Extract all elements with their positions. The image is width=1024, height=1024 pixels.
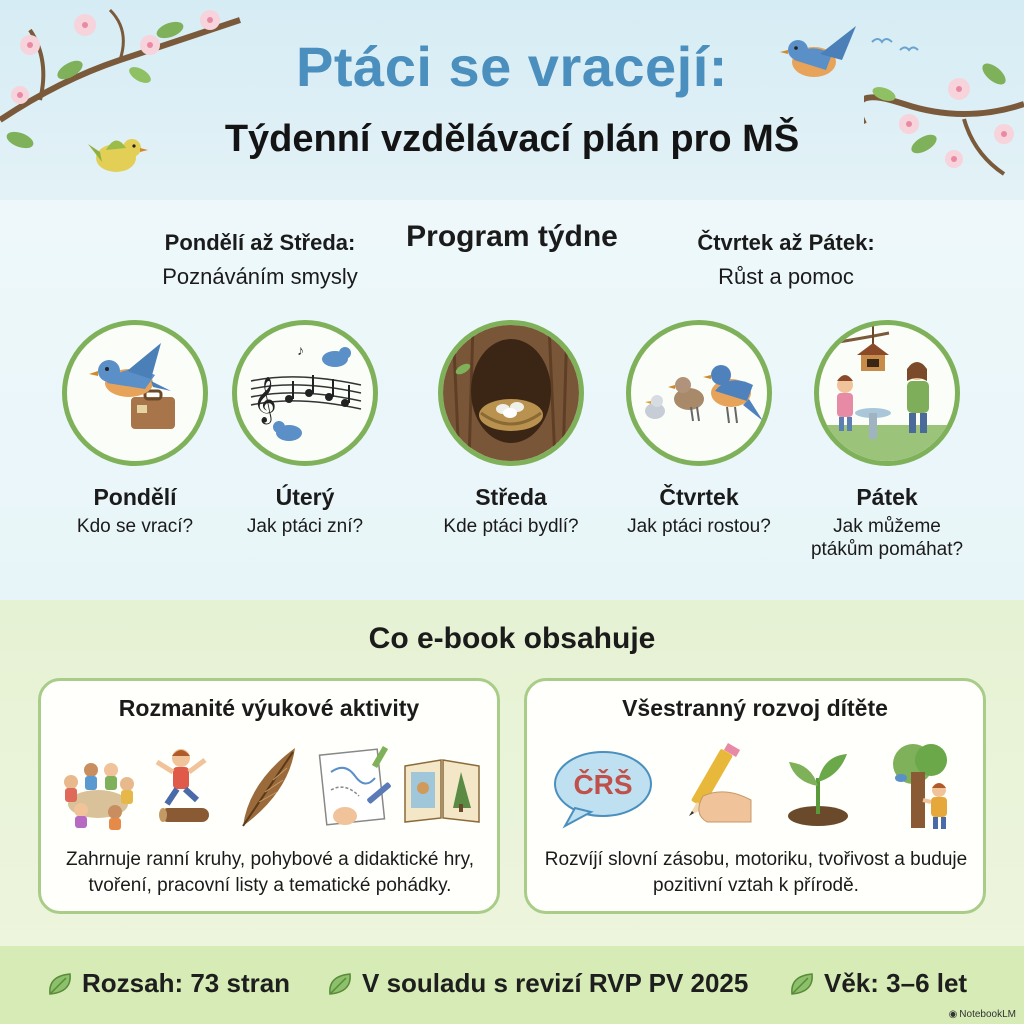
page-title: Ptáci se vracejí: (296, 35, 728, 98)
footer (0, 946, 1024, 1024)
day-tuesday (210, 320, 400, 538)
day-friday (792, 320, 982, 561)
day-name: Úterý (275, 484, 335, 510)
day-name: Pátek (856, 484, 918, 510)
ebook-title: Co e-book obsahuje (368, 622, 656, 655)
svg-text:♪: ♪ (297, 342, 304, 358)
brand-icon: ◉ (948, 1009, 958, 1020)
card-title: Všestranný rozvoj dítěte (622, 695, 888, 721)
hand-pencil-icon (675, 742, 757, 832)
day-question: Jak můžeme ptákům pomáhat? (810, 516, 964, 560)
children-circle-icon (57, 742, 139, 832)
feather-icon (229, 742, 311, 832)
storybook-icon (401, 742, 483, 832)
bird-suitcase-icon (67, 325, 203, 461)
range-thu-fri (636, 230, 936, 290)
program-title: Program týdne (406, 220, 618, 253)
day-question: Kdo se vrací? (76, 516, 194, 537)
day-name: Středa (475, 484, 547, 510)
leaf-icon (326, 970, 354, 998)
range-title: Pondělí až Středa: (164, 230, 356, 255)
card-text: Zahrnuje ranní kruhy, pohybové a didaktické hry, tvoření, pracovní listy a tematické pohádky. (65, 849, 475, 896)
range-title: Čtvrtek až Pátek: (697, 230, 875, 255)
footer-item-pages: Rozsah: 73 stran (46, 968, 290, 999)
svg-text:𝄞: 𝄞 (253, 377, 277, 423)
footer-item-age: Věk: 3–6 let (788, 968, 967, 999)
child-tree-icon (879, 742, 961, 832)
bird-growth-icon (631, 325, 767, 461)
card-development (524, 678, 986, 914)
header (0, 0, 1024, 200)
day-wednesday (416, 320, 606, 538)
page-subtitle: Týdenní vzdělávací plán pro MŠ (224, 118, 800, 160)
sprout-icon (777, 742, 859, 832)
card-title: Rozmanité výukové aktivity (118, 695, 420, 721)
leaf-icon (46, 970, 74, 998)
range-subtitle: Růst a pomoc (718, 264, 854, 289)
jumping-child-icon (143, 742, 225, 832)
worksheet-drawing-icon (315, 742, 397, 832)
day-question: Jak ptáci zní? (246, 516, 364, 537)
range-subtitle: Poznáváním smysly (162, 264, 358, 289)
footer-item-rvp: V souladu s revizí RVP PV 2025 (326, 968, 748, 999)
music-notes-icon (237, 325, 373, 461)
leaf-icon (788, 970, 816, 998)
day-name: Pondělí (93, 484, 177, 510)
nest-icon (443, 325, 579, 461)
speech-bubble-icon (551, 742, 655, 832)
day-name: Čtvrtek (659, 484, 739, 510)
card-activities (38, 678, 500, 914)
day-monday (40, 320, 230, 538)
day-thursday (604, 320, 794, 538)
speech-letters: ČŘŠ (573, 769, 633, 800)
ebook-section (0, 600, 1024, 946)
day-question: Jak ptáci rostou? (627, 516, 771, 537)
bird-feeder-icon (819, 325, 955, 461)
day-question: Kde ptáci bydlí? (443, 516, 579, 537)
card-text: Rozvíjí slovní zásobu, motoriku, tvořivost a buduje pozitivní vztah k přírodě. (544, 849, 968, 896)
week-program-section (0, 200, 1024, 600)
brand-label: ◉ NotebookLM (948, 1009, 1016, 1020)
